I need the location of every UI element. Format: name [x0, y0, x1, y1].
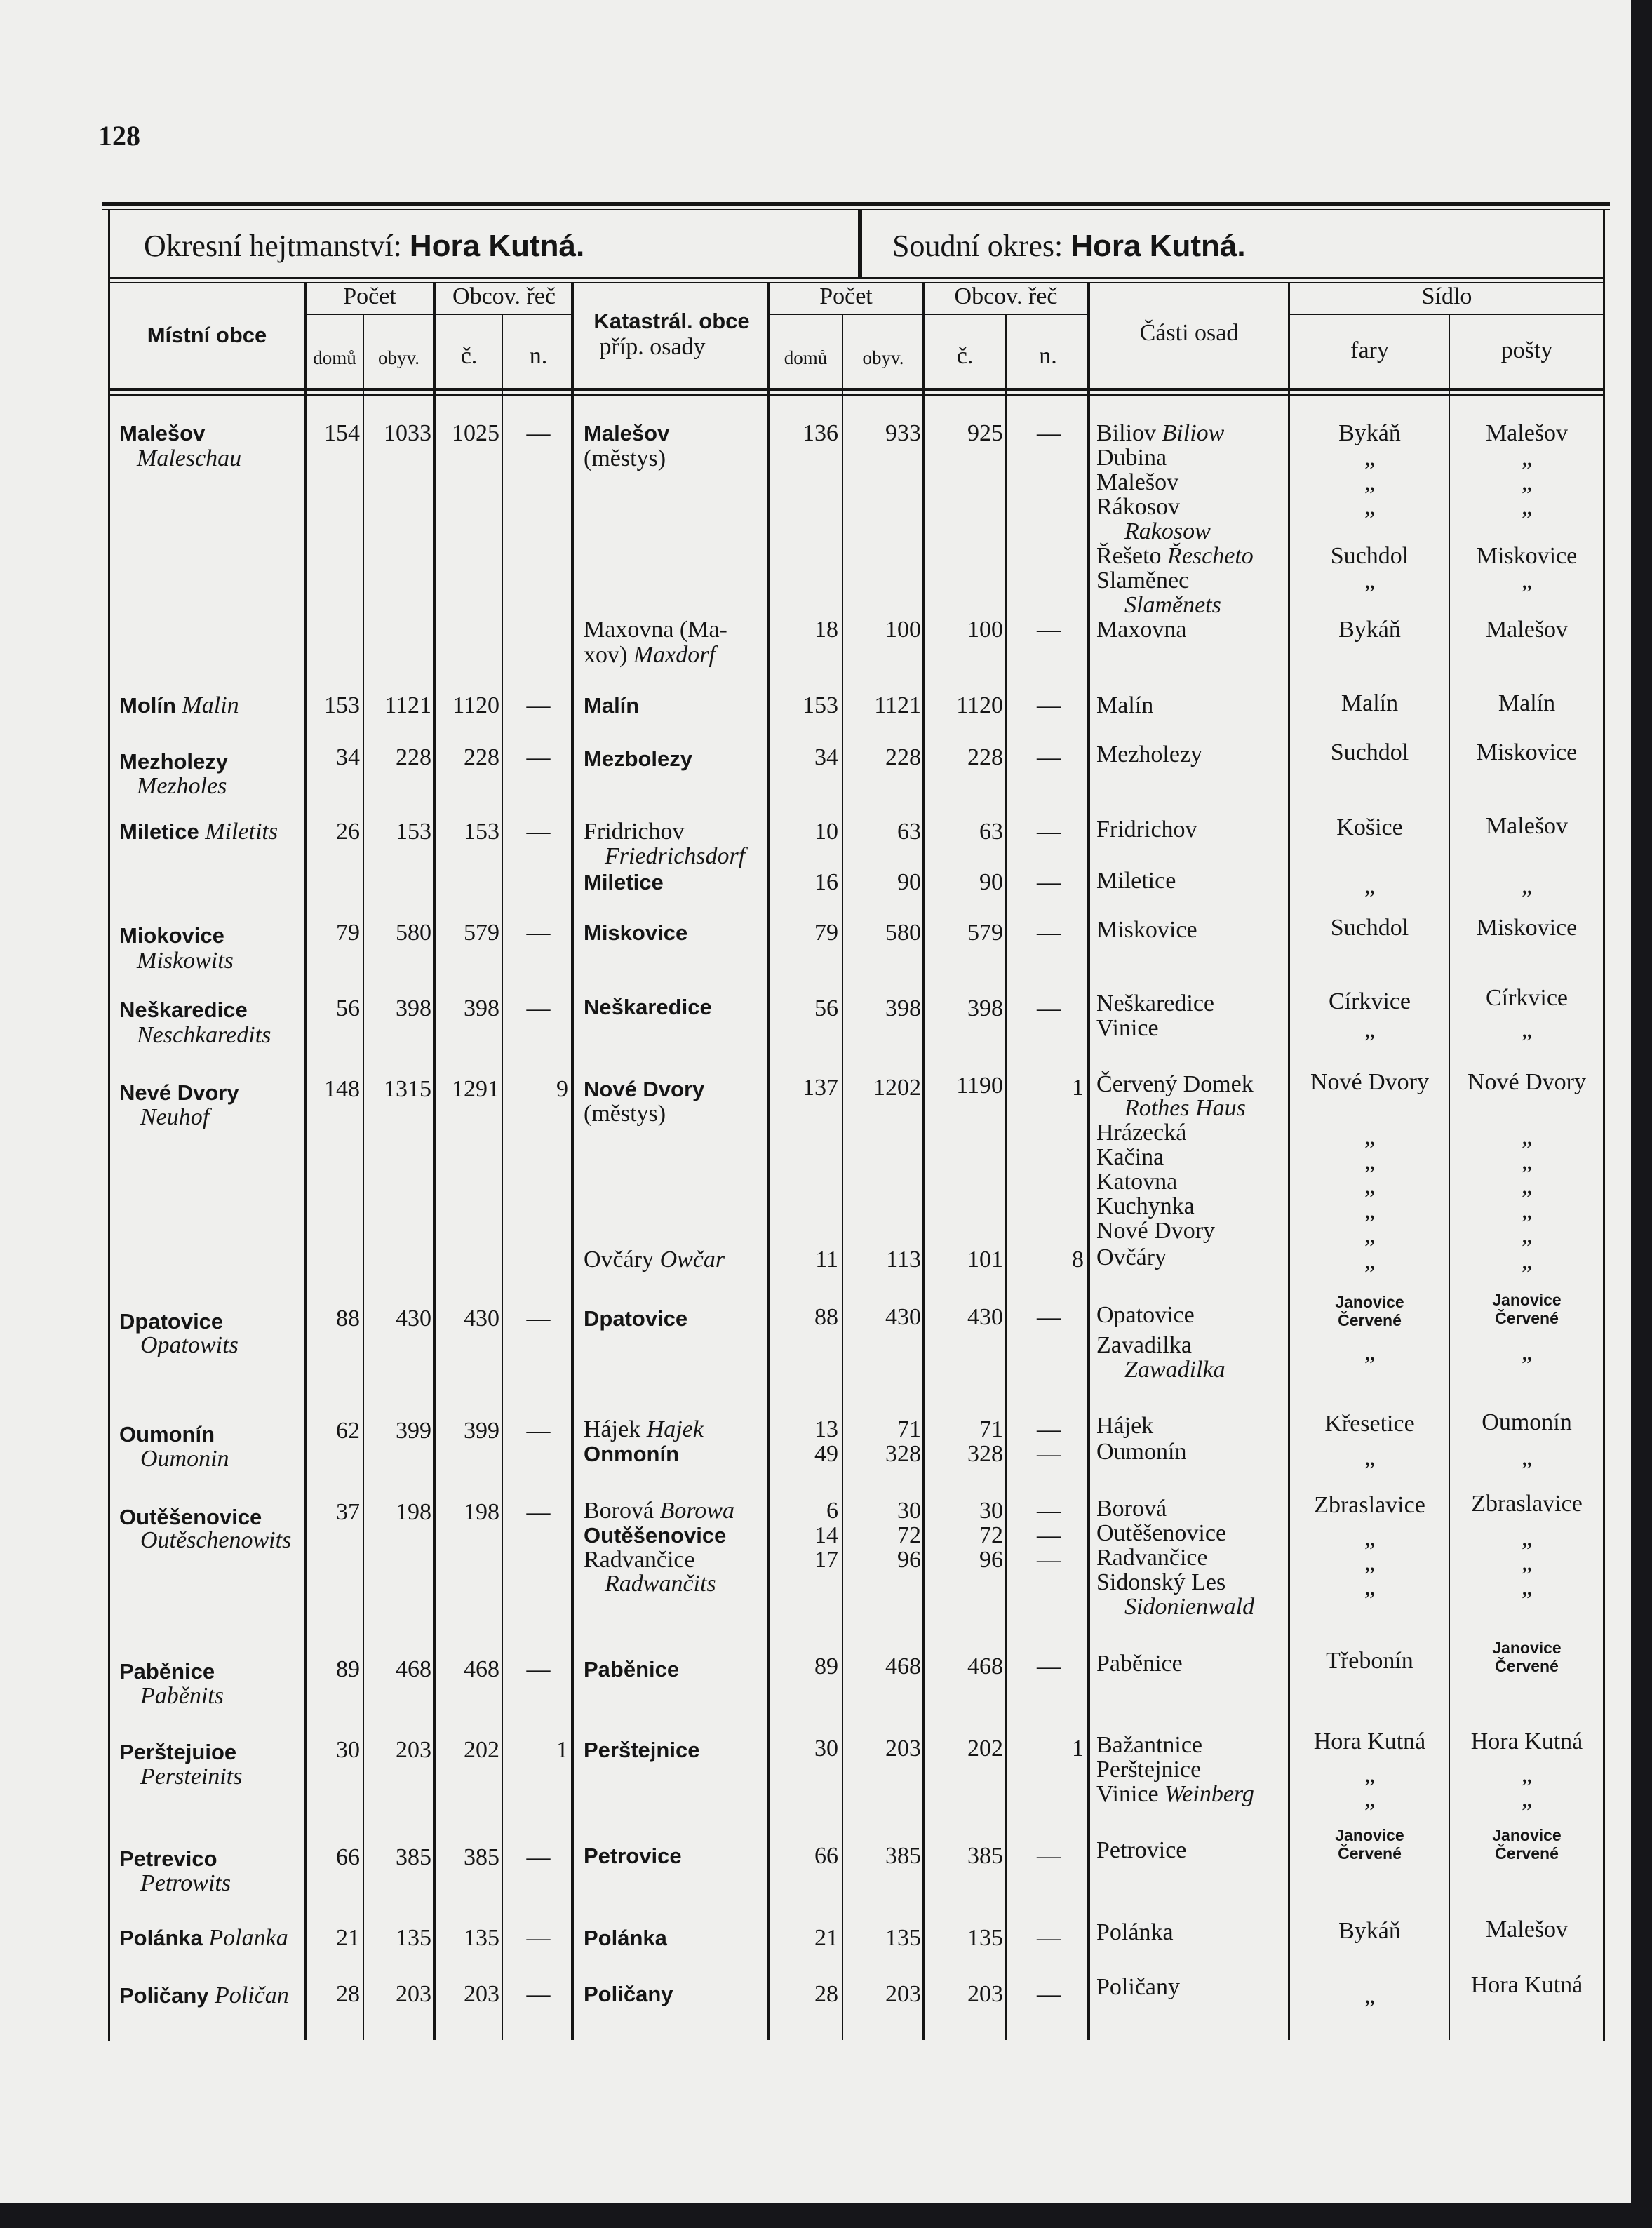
document-page: 128 Okresní hejtmanství: Hora Kutná. Soudní okres: Hora Kutná. Místní obce Počet Obcov. řeč domů obyv. č. n. Katastrál. obce příp. osady Počet Obcov. řeč domů obyv. č. n. Části osad Sídlo fary pošty Malešov Maleschau 154 1033 1025 — Malešov (městys) 136 933 925 — Biliov Biliow Dubina Malešov Rákosov Rakosow Řešeto Řescheto Slaměnec Slaměnets Bykáň „ „ „ Suchdol „ Malešov „ „ „ Miskovice „ Maxovna (Ma- xov) Maxdorf 18 100 100 — Maxovna Bykáň Malešov Molín Malin 153 1121 1120 — Malín 153 1121 1120 — Malín Malín Malín Mezholezy Mezholes 34 228 228 — Mezbolezy 34 228 228 — Mezholezy Suchdol Miskovice Miletice Miletits 26 153 153 — Fridrichov Friedrichsdorf 10 63 63 — Fridrichov Košice Malešov Miletice 16 90 90 — Miletice „ „ Miokovice Miskowits 79 580 579 — Miskovice 79 580 579 — Miskovice Suchdol Miskovice Neškaredice Neschkaredits 56 398 398 — Neškaredice 56 398 398 — Neškaredice Vinice Církvice „ Církvice „ Nevé Dvory Neuhof 148 1315 1291 9 Nové Dvory (městys) 137 1202 1190 1 Červený Domek Rothes Haus Hrázecká Kačina Katovna Kuchynka Nové Dvory Nové Dvory „ „ „ „ „ Nové Dvory „ „ „ „ „ Ovčáry Owčar 11 113 101 8 Ovčáry „ „ Dpatovice Opatowits 88 430 430 — Dpatovice 88 430 430 — Opatovice Zavadilka Zawadilka Janovice Červené Janovice Červené „ „ Oumonín Oumonin 62 399 399 — Hájek Hajek 13 71 71 — Onmonín 49 328 328 — Hájek Oumonín Křesetice „ Oumonín „ Outěšenovice Outěschenowits 37 198 198 — Borová Borowa 6 30 30 — Outěšenovice 14 72 72 — Radvančice Radwančits 17 96 96 — Borová Outěšenovice Radvančice Sidonský Les Sidonienwald Zbraslavice „ „ „ Zbraslavice „ „ „ Paběnice Paběnits 89 468 468 — Paběnice 89 468 468 — Paběnice Třebonín Janovice Červené Perštejuioe Persteinits 30 203 202 1 Perštejnice 30 203 202 1 Bažantnice Perštejnice Vinice Weinberg Hora Kutná „ „ Hora Kutná „ „ Petrevico Petrowits 66 385 385 — Petrovice 66 385 385 — Petrovice Janovice Červené Janovice Červené Polánka Polanka 21 135 135 — Polánka 21 135 135 — Polánka Bykáň Malešov Poličany Poličan 28 203 203 — Poličany 28 203 203 — Poličany „ Hora Kutná — [0, 0, 1631, 2203]
col-sidlo: Sídlo — [1421, 283, 1472, 309]
col-mistni-obce: Místní obce — [147, 323, 267, 347]
col-domu: domů — [313, 347, 356, 368]
col-katastral-2: příp. osady — [599, 334, 706, 360]
col-obyv-2: obyv. — [862, 347, 904, 368]
header-bottom-rule — [109, 388, 1603, 391]
col-fary: fary — [1350, 337, 1389, 363]
col-posty: pošty — [1500, 337, 1553, 363]
top-rule — [102, 202, 1610, 206]
col-n-2: n. — [1039, 343, 1057, 369]
col-c: č. — [460, 343, 478, 369]
title-divider — [858, 210, 862, 279]
court-title: Soudní okres: Hora Kutná. — [892, 229, 1246, 263]
col-domu-2: domů — [784, 347, 828, 368]
col-obyv: obyv. — [378, 347, 419, 368]
col-pocet-2: Počet — [819, 283, 873, 309]
col-obcov-rec: Obcov. řeč — [452, 283, 556, 309]
col-katastral-1: Katastrál. obce — [593, 309, 750, 333]
col-pocet: Počet — [343, 283, 396, 309]
district-title: Okresní hejtmanství: Hora Kutná. — [144, 229, 585, 263]
col-casti-osad: Části osad — [1139, 320, 1239, 346]
table-right-border — [1603, 210, 1605, 2041]
col-n: n. — [529, 343, 548, 369]
col-obcov-rec-2: Obcov. řeč — [954, 283, 1058, 309]
col-c-2: č. — [956, 343, 974, 369]
municipality-name: Malešov — [119, 421, 206, 445]
table-left-border — [108, 210, 110, 2041]
page-number: 128 — [98, 120, 140, 152]
